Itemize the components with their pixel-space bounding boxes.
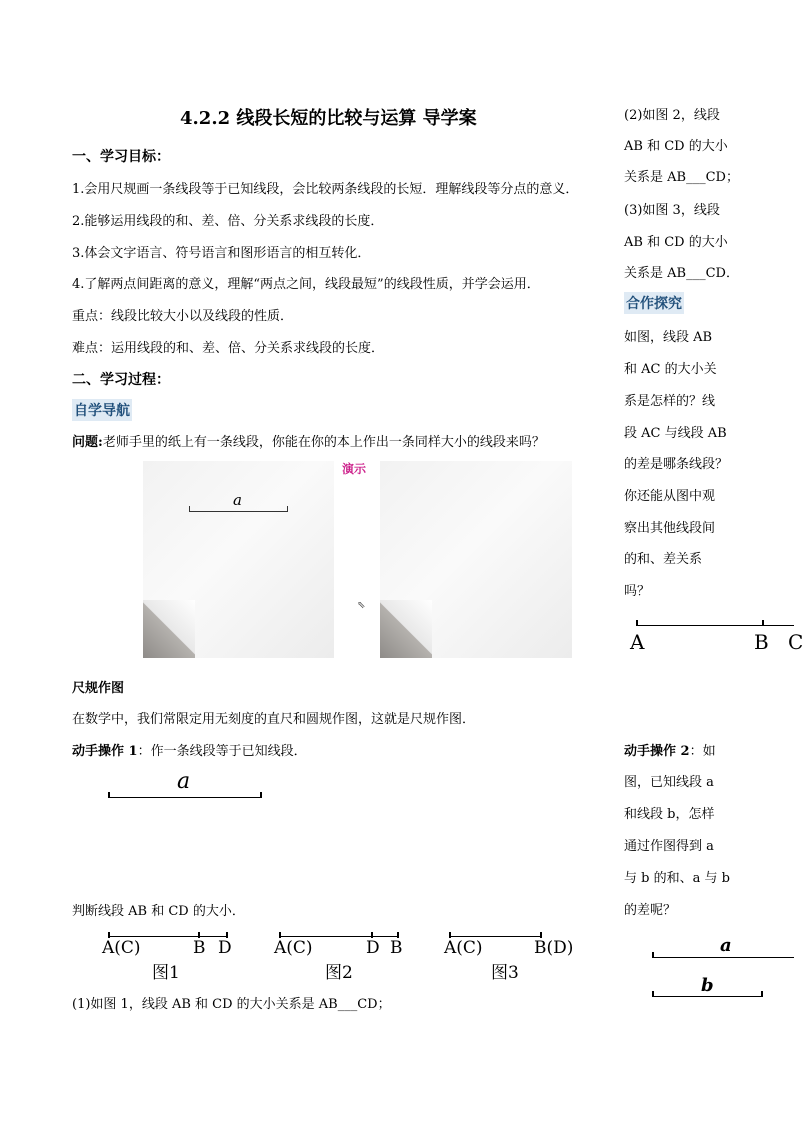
coop-line-9: 吗？ bbox=[624, 584, 651, 599]
segment-a-right bbox=[652, 957, 794, 958]
q2-line-2: AB 和 CD 的大小 bbox=[624, 139, 728, 154]
goal-1: 1.会用尺规画一条线段等于已知线段，会比较两条线段的长短．理解线段等分点的意义． bbox=[72, 182, 579, 197]
question-1: (1)如图 1，线段 AB 和 CD 的大小关系是 AB___CD； bbox=[72, 997, 391, 1012]
photo-segment-label: a bbox=[233, 491, 242, 509]
cursor-icon: ⇖ bbox=[357, 600, 366, 611]
demo-photo-left bbox=[143, 461, 334, 658]
fig2-right-label: B bbox=[390, 938, 403, 958]
op2-line-5: 与 b 的和、a 与 b bbox=[624, 871, 730, 886]
fig3-caption: 图3 bbox=[491, 963, 519, 983]
coop-line-7: 察出其他线段间 bbox=[624, 521, 716, 536]
page-curl bbox=[143, 600, 195, 658]
question-line bbox=[72, 431, 545, 450]
page-title: 4.2.2 线段长短的比较与运算 导学案 bbox=[180, 108, 477, 129]
point-c-label: C bbox=[788, 630, 803, 654]
op1-text: ：作一条线段等于已知线段． bbox=[137, 744, 307, 759]
goal-4: 4.了解两点间距离的意义，理解“两点之间，线段最短”的线段性质，并学会运用． bbox=[72, 277, 540, 292]
section-goals-heading: 一、学习目标： bbox=[72, 149, 170, 165]
op1-label: 动手操作 1 bbox=[72, 744, 138, 759]
op2-line-6: 的差呢？ bbox=[624, 903, 677, 918]
coop-label: 合作探究 bbox=[624, 292, 684, 314]
section-process-heading: 二、学习过程： bbox=[72, 372, 170, 388]
demo-photo-right bbox=[380, 461, 572, 658]
coop-line-3: 系是怎样的？线 bbox=[624, 394, 716, 409]
difficulty: 难点：运用线段的和、差、倍、分关系求线段的长度． bbox=[72, 341, 385, 356]
fig3-left-label: A(C) bbox=[444, 938, 483, 958]
coop-line-5: 的差是哪条线段？ bbox=[624, 457, 729, 472]
coop-line-1: 如图，线段 AB bbox=[624, 330, 713, 345]
op2-line-3: 和线段 b，怎样 bbox=[624, 807, 715, 822]
segment-b-right bbox=[652, 996, 762, 997]
fig2-left-label: A(C) bbox=[274, 938, 313, 958]
coop-line-6: 你还能从图中观 bbox=[624, 489, 716, 504]
fig1-caption: 图1 bbox=[152, 963, 180, 983]
segment-a-label: a bbox=[177, 769, 191, 794]
goal-2: 2.能够运用线段的和、差、倍、分关系求线段的长度． bbox=[72, 214, 384, 229]
q3-line-3: 关系是 AB___CD． bbox=[624, 266, 739, 281]
q2-line-3: 关系是 AB___CD； bbox=[624, 170, 739, 185]
q3-line-2: AB 和 CD 的大小 bbox=[624, 235, 728, 250]
demo-label: 演示 bbox=[342, 462, 367, 476]
goal-3: 3.体会文字语言、符号语言和图形语言的相互转化． bbox=[72, 246, 371, 261]
question-label: 问题: bbox=[72, 435, 103, 450]
op2-line-1: 动手操作 2：如 bbox=[624, 744, 716, 759]
fig3-right-label: B(D) bbox=[534, 938, 574, 958]
point-b-label: B bbox=[754, 630, 769, 654]
question-text: 老师手里的纸上有一条线段，你能在你的本上作出一条同样大小的线段来吗？ bbox=[102, 435, 545, 450]
fig1-left-label: A(C) bbox=[102, 938, 141, 958]
coop-line-4: 段 AC 与线段 AB bbox=[624, 426, 727, 441]
op1-line bbox=[72, 740, 307, 759]
op2-line-4: 通过作图得到 a bbox=[624, 839, 714, 854]
compare-text: 判断线段 AB 和 CD 的大小． bbox=[72, 904, 245, 919]
page-curl bbox=[380, 600, 432, 658]
point-a-label: A bbox=[630, 630, 645, 654]
op2-label: 动手操作 2 bbox=[624, 744, 690, 759]
coop-line-2: 和 AC 的大小关 bbox=[624, 362, 717, 377]
op2-line-2: 图，已知线段 a bbox=[624, 775, 714, 790]
fig2-caption: 图2 bbox=[325, 963, 353, 983]
key-point: 重点：线段比较大小以及线段的性质． bbox=[72, 309, 294, 324]
ruler-title: 尺规作图 bbox=[72, 681, 125, 696]
segment-b-right-label: b bbox=[701, 975, 714, 996]
q2-line-1: (2)如图 2，线段 bbox=[624, 108, 720, 123]
photo-segment bbox=[189, 511, 288, 512]
fig1-mid-label: B bbox=[193, 938, 206, 958]
q3-line-1: (3)如图 3，线段 bbox=[624, 203, 720, 218]
fig2-mid-label: D bbox=[366, 938, 380, 958]
coop-line-8: 的和、差关系 bbox=[624, 552, 703, 567]
self-study-label: 自学导航 bbox=[72, 399, 132, 421]
segment-a-right-label: a bbox=[720, 935, 732, 956]
segment-a bbox=[108, 797, 262, 798]
ruler-text: 在数学中，我们常限定用无刻度的直尺和圆规作图，这就是尺规作图． bbox=[72, 712, 476, 727]
fig1-right-label: D bbox=[218, 938, 232, 958]
